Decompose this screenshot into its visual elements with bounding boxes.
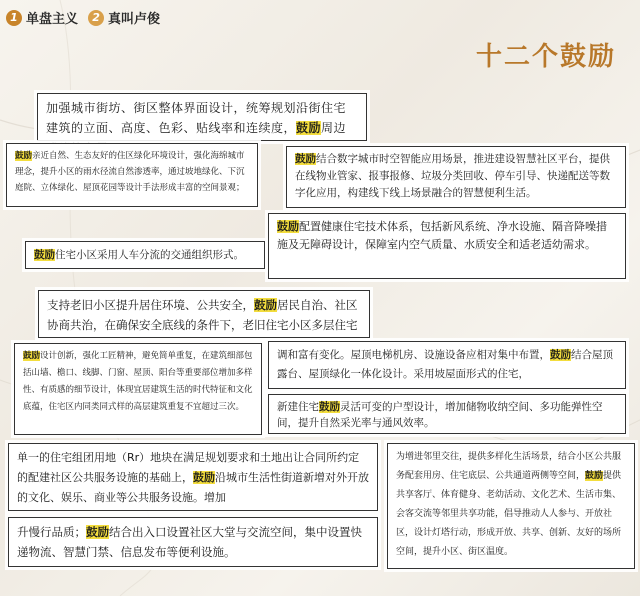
header-tags bbox=[6, 8, 160, 27]
highlight-word: 鼓励 bbox=[295, 153, 316, 165]
highlight-word: 鼓励 bbox=[34, 249, 55, 261]
excerpt-text: 为增进邻里交往，提供多样化生活场景，结合小区公共服务配套用房、住宅底层、公共通道两侧等空间， bbox=[396, 452, 622, 481]
excerpt-box-5 bbox=[25, 241, 265, 269]
excerpt-text: 住宅小区采用人车分流的交通组织形式。 bbox=[55, 249, 244, 261]
excerpt-text: 加强城市街坊、街区整体界面设计，统筹规划沿街住宅建筑的立面、高度、色彩、贴线率和连续度， bbox=[46, 101, 347, 135]
highlight-word: 鼓励 bbox=[277, 220, 299, 233]
excerpt-text: 提供共享客厅、体育健身、老幼活动、文化艺术、生活市集、会客交流等邻里共享功能，倡导推动人人参与、开放社区，设计灯塔行动，形成开放、共享、创新、友好的场所空间，提升小区、街区温度。 bbox=[396, 471, 622, 557]
tag-1 bbox=[6, 8, 78, 27]
excerpt-text: 结合屋顶露台、屋顶绿化一体化设计。采用坡屋面形式的住宅， bbox=[277, 349, 613, 380]
excerpt-box-4 bbox=[268, 213, 626, 279]
excerpt-text: 居民自治、社区协商共治，在确保安全底线的条件下，老旧住宅小区多层住宅 bbox=[47, 298, 358, 332]
highlight-word: 鼓励 bbox=[15, 151, 33, 161]
excerpt-box-1 bbox=[37, 93, 367, 141]
highlight-word: 鼓励 bbox=[193, 471, 215, 484]
highlight-word: 鼓励 bbox=[254, 298, 277, 312]
excerpt-text: 结合出入口设置社区大堂与交流空间，集中设置快递物流、智慧门禁、信息发布等便利设施。 bbox=[17, 525, 362, 559]
excerpt-box-12 bbox=[8, 517, 378, 567]
excerpt-text: 灵活可变的户型设计，增加储物收纳空间、多功能弹性空间，提升自然采光率与通风效率。 bbox=[277, 401, 603, 429]
tag-2 bbox=[88, 8, 160, 27]
excerpt-text: 单一的住宅组团用地（Rr）地块在满足规划要求和土地出让合同所约定的配建社区公共服务设施的基础上， bbox=[17, 451, 360, 484]
highlight-word: 鼓励 bbox=[585, 471, 604, 481]
excerpt-box-8 bbox=[268, 341, 626, 389]
excerpt-box-3 bbox=[286, 146, 626, 208]
tag-number-badge: 1 bbox=[6, 10, 22, 26]
excerpt-text: 结合数字城市时空智能应用场景，推进建设智慧社区平台，提供在线物业管家、报事报修、垃圾分类回收、停车引导、快递配送等数字化应用，构建线下线上场景融合的智慧便利生活。 bbox=[295, 153, 610, 199]
tag-label: 单盘主义 bbox=[26, 12, 79, 27]
tag-number-badge: 2 bbox=[88, 10, 104, 26]
excerpt-box-11 bbox=[387, 443, 635, 569]
excerpt-text: 周边 bbox=[321, 121, 347, 135]
excerpt-text: 支持老旧小区提升居住环境、公共安全， bbox=[47, 298, 254, 312]
excerpt-text: 设计创新，强化工匠精神，避免简单重复，在建筑细部包括山墙、檐口、线脚、门窗、屋顶、阳台等重要部位增加多样性、有质感的细节设计，体现宜居建筑生活的时代特征和文化底蕴，住宅区内同类同式样的高层建筑重复不宜超过三次。 bbox=[23, 351, 253, 412]
highlight-word: 鼓励 bbox=[23, 351, 41, 361]
highlight-word: 鼓励 bbox=[319, 401, 340, 413]
page-title: 十二个鼓励 bbox=[475, 42, 616, 72]
highlight-word: 鼓励 bbox=[296, 121, 322, 135]
highlight-word: 鼓励 bbox=[550, 349, 571, 361]
excerpt-box-2 bbox=[6, 143, 258, 207]
excerpt-text: 沿城市生活性街道新增对外开放的文化、娱乐、商业等公共服务设施。增加 bbox=[17, 471, 369, 504]
highlight-word: 鼓励 bbox=[86, 525, 109, 539]
tag-label: 真叫卢俊 bbox=[108, 12, 161, 27]
excerpt-text: 配置健康住宅技术体系，包括新风系统、净水设施、隔音降噪措施及无障碍设计，保障室内空气质量、水质安全和适老适幼需求。 bbox=[277, 220, 607, 251]
excerpt-text: 亲近自然、生态友好的住区绿化环境设计，强化海绵城市理念，提升小区的雨水径流自然渗透率，通过坡地绿化、下沉庭院、立体绿化、屋顶花园等设计手法形成丰富的空间景观； bbox=[15, 151, 245, 193]
excerpt-box-10 bbox=[8, 443, 378, 511]
excerpt-box-6 bbox=[38, 290, 370, 338]
excerpt-box-9 bbox=[268, 394, 626, 434]
excerpt-text: 调和富有变化。屋顶电梯机房、设施设备应相对集中布置， bbox=[277, 349, 550, 361]
excerpt-text: 升慢行品质； bbox=[17, 525, 86, 539]
excerpt-text: 新建住宅 bbox=[277, 401, 319, 413]
excerpt-box-7 bbox=[14, 343, 262, 435]
